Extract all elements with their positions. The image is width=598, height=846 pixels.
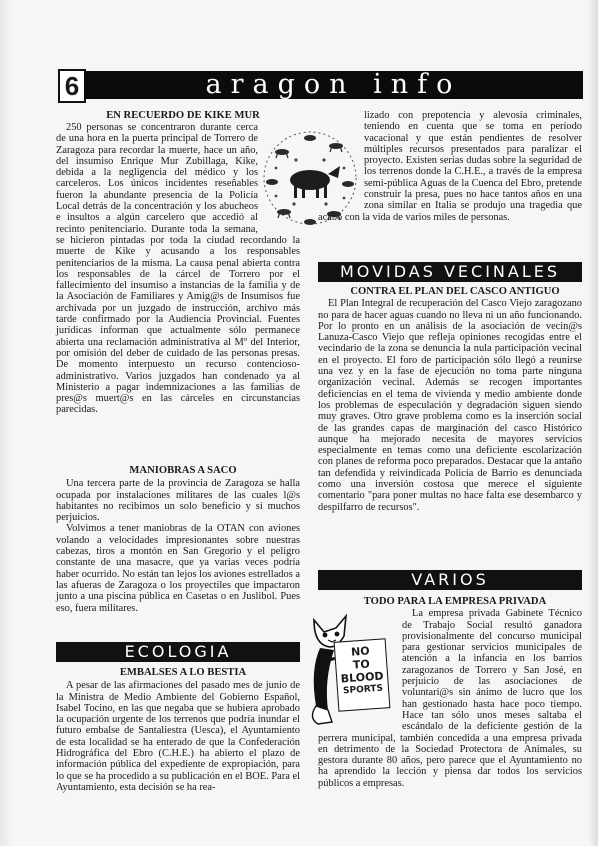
- section-ecologia: [56, 642, 300, 662]
- sign-text: TO: [352, 657, 371, 672]
- sign-text: BLOOD: [340, 669, 384, 686]
- section-title: ECOLOGIA: [124, 642, 232, 661]
- article-paragraph: Una tercera parte de la provincia de Zaragoza se halla ocupada por instalaciones militares de las cuales l@s habitantes no recibimos un solo beneficio y sí muchos perjuicios.: [56, 478, 300, 524]
- section-title: MOVIDAS VECINALES: [339, 262, 561, 281]
- article-recuerdo: [56, 110, 300, 121]
- article-embalses: [56, 667, 300, 793]
- banner-title: aragon info: [205, 69, 462, 100]
- section-varios: [318, 570, 582, 590]
- scan-edge-right: [588, 0, 598, 846]
- article-paragraph: La empresa privada Gabinete Técnico de Trabajo Social resultó ganadora provisionalmente del concurso municipal para gestionar servicios municipales de atención a la infancia en los barrios zaragozanos de Torrero y San José, en perjuicio de las asociaciones de voluntari@s sin ánimo de lucro que los han gestionado hasta hace poco tiempo. Hace tan sólo unos meses saltaba el escándalo de la deficiente gestión de la perrera municipal, también concedida a una empresa privada en detrimento de la Sociedad Protectora de Animales, su gestora durante 80 años, pero parece que el Ayuntamiento no ha aprendido la lección y piensa dar todos los servicios públicos a empresas.: [318, 608, 582, 789]
- sign-text: SPORTS: [342, 683, 384, 697]
- page-number: 6: [58, 69, 86, 103]
- article-title: EMBALSES A LO BESTIA: [119, 667, 247, 678]
- illustration-wrap-space: [318, 110, 364, 202]
- article-recuerdo-body: [56, 122, 300, 416]
- article-paragraph: 250 personas se concentraron durante cerca de una hora en la puerta principal de Torrero de Zaragoza para recordar la muerte, hace un año, del insumiso Enrique Mur Zubillaga, Kike, debida a la negligencia del médico y los carceleros. Los únicos incidentes reseñables fueron la abundante presencia de la Policía Local detrás de la concentración y los abucheos e insultos a algún carcelero que accedió al recinto penitenciario. Durante toda la semana, se hicieron pintadas por toda la ciudad recordando la muerte de Kike y acusando a los responsables penitenciarios de la misma. La causa penal abierta contra los responsables de la cárcel de Torrero por el fallecimiento del insumiso a instancias de la familia y de la Asociación de Familiares y Amig@s de Insumisos fue archivada por un juzgado de instrucción, archivo más tarde confirmado por la Audiencia Provincial. Fuentes jurídicas informan que actualmente sólo permanece abierta una reclamación administrativa al Mº del Interior, por omisión del deber de cuidado de las personas presas. De momento interpuesto un recurso contencioso-administrativo. Varios juzgados han condenado ya al Ministerio a pagar indemnizaciones a las familias de pres@s muert@s en las cárceles en circunstancias parecidas.: [56, 122, 300, 416]
- sign-text: NO: [350, 644, 371, 659]
- scan-edge-left: [0, 0, 14, 846]
- article-title: MANIOBRAS A SACO: [129, 465, 237, 476]
- article-maniobras: [56, 465, 300, 614]
- article-empresa-privada: [318, 596, 582, 789]
- section-movidas-vecinales: [318, 262, 582, 282]
- article-title: EN RECUERDO DE KIKE MUR: [106, 110, 260, 121]
- article-casco-antiguo: [318, 286, 582, 513]
- article-paragraph: El Plan Integral de recuperación del Casco Viejo zaragozano no para de hacer aguas cuando no lleva ni un año funcionando. Por lo pronto en un análisis de la asociación de vecin@s Lanuza-Casco Viejo que refleja opiniones recogidas entre el vecindario de la zona se denuncia la nula participación vecinal en el proyecto. El foro de participación sólo llegó a reunirse una vez y en la fase de ejecución no toma parte ninguna organización vecinal. Además se recogen importantes deficiencias en el tema de vivienda y medio ambiente donde los problemas de especulación y degradación siguen siendo muy graves. Otro grave problema como es la inserción social de las grandes capas de marginación del casco Histórico aunque ha mejorado necesita de mayores servicios especialmente en temas como una deficiente escolarización con planes de reforma poco preparados. Destacar que la antaño tan defendida y reivindicada Policía de Barrio es denunciada como una inversión costosa que merece el siguiente comentario "para poner multas no hace falta ese desembarco y despilfarro de recursos".: [318, 298, 582, 513]
- article-title: TODO PARA LA EMPRESA PRIVADA: [363, 596, 547, 607]
- section-title: VARIOS: [411, 570, 489, 589]
- article-paragraph: A pesar de las afirmaciones del pasado mes de junio de la Ministra de Medio Ambiente del Gobierno Español, Isabel Tocino, en las que negaba que se hubiera aprobado la ocupación urgente de los terrenos que podría inundar el futuro embalse de Santaliestra (Uesca), el Ayuntamiento de esta localidad se ha enterado de que la Confederación Hidrográfica del Ebro (C.H.E.) ha abierto el plazo de información pública del expediente de expropiación, para lo que se ha procedido a su publicación en el BOE. Para el Ayuntamiento, esta decisión se ha rea-: [56, 680, 300, 793]
- illustration-wrap-space: [258, 122, 300, 232]
- article-paragraph: lizado con prepotencia y alevosía criminales, teniendo en cuenta que se toma en período vacacional y que están pendientes de resolver múltiples recursos presentados para paralizar el proyecto. Existen serias dudas sobre la seguridad de los terrenos donde la C.H.E., a través de la empresa semi-pública Aguas de la Cuenca del Ebro, pretende construir la presa, pues no hace tantos años en una zona similar en Italia se produjo una tragedia que acabó con la vida de varios miles de personas.: [318, 110, 582, 223]
- article-title: CONTRA EL PLAN DEL CASCO ANTIGUO: [350, 286, 560, 297]
- article-embalses-continued: [318, 110, 582, 223]
- article-paragraph: Volvimos a tener maniobras de la OTAN con aviones volando a velocidades impresionantes sobre nuestras cabezas, tiros a montón en San Gregorio y el peligro constante de una masacre, que ya varias veces podría haber ocurrido. No están tan lejos los aviones estrellados a las afueras de Zaragoza o los proyectiles que impactaron junto a una piscina pública en Casetas o en Juslibol. Pues eso, fuera militares.: [56, 523, 300, 614]
- illustration-wrap-space: [318, 608, 402, 726]
